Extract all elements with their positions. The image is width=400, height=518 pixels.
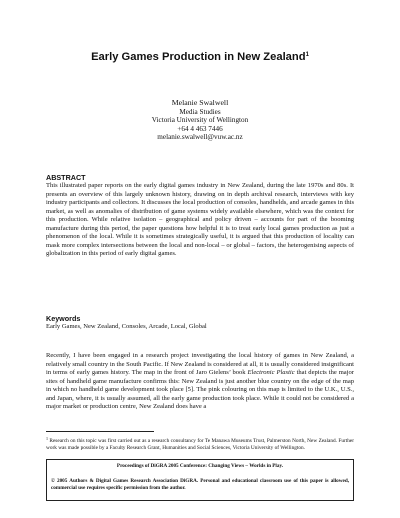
paper-title-text: Early Games Production in New Zealand [91, 51, 306, 63]
author-name: Melanie Swalwell [171, 98, 229, 107]
footnote-mark: 1 [46, 436, 48, 441]
proceedings-title: Proceedings of DiGRA 2005 Conference: Changing Views – Worlds in Play. [116, 463, 284, 469]
author-email[interactable]: melanie.swalwell@vuw.ac.nz [157, 133, 243, 142]
proceedings-box [46, 459, 354, 501]
book-title: Electronic Plastic [247, 369, 295, 376]
abstract-text: This illustrated paper reports on the early digital games industry in New Zealand, during the late 1970s and 80s. It presents an overview of this largely unknown history, drawing on in depth archival research, interviews with key industry participants and collectors. It discusses the local production of consoles, handhelds, and arcade games in this market, as well as anomalies of distribution of game systems widely available elsewhere, which was the context for this production. While relative isolation – geographical and policy driven – accounts for part of the booming manufacture during this period, the paper questions how helpful it is to treat early local games production as just a phenomenon of the local. While it is sometimes strategically useful, it is argued that this production of locality can mask more complex intersections between the local and non-local – or global – factors, the heterogenising aspects of globalization in this period of early digital games. [46, 182, 354, 257]
keywords-text: Early Games, New Zealand, Consoles, Arcade, Local, Global [46, 323, 207, 330]
copyright-notice: © 2005 Authors & Digital Games Research Association DiGRA. Personal and educational classroom use of this paper is allowed, commercial use requires specific permission from the author. [51, 477, 349, 491]
author-block [0, 98, 400, 142]
footnote-divider [46, 431, 154, 432]
title-footnote-mark: 1 [305, 52, 309, 58]
footnote-text: Research on this topic was first carried out as a research consultancy for Te Manawa Museums Trust, Palmerston North, New Zealand. Further work was made possible by a Faculty Research Grant, Humanities and Social Sciences, Victoria University of Wellington. [46, 438, 354, 451]
keywords-heading: Keywords [46, 314, 81, 323]
intro-text-end: that depicts the major sites of handheld game manufacture confirms this: New Zealand is just another blue country on the edge of the map in which no handheld game development took place [5]. The pink colouring on this map is limited to the U.K., U.S., and Japan, where, it is usually assumed, all the early game production took place. While it could not be considered a major market or production centre, New Zealand does have a [46, 369, 354, 410]
author-phone: +64 4 463 7446 [177, 124, 223, 133]
intro-text-start: Recently, I have been engaged in a research project investigating the local history of games in New Zealand, a relatively small country in the South Pacific. If New Zealand is considered at all, it is usually considered insignificant in terms of early games history. The map in the front of Jaro Gielens’ book [46, 352, 354, 376]
footnote [46, 435, 354, 452]
paper-title [0, 51, 400, 63]
intro-paragraph [46, 352, 354, 412]
author-department: Media Studies [179, 107, 221, 116]
abstract-heading: ABSTRACT [46, 173, 86, 182]
author-institution: Victoria University of Wellington [151, 116, 249, 125]
